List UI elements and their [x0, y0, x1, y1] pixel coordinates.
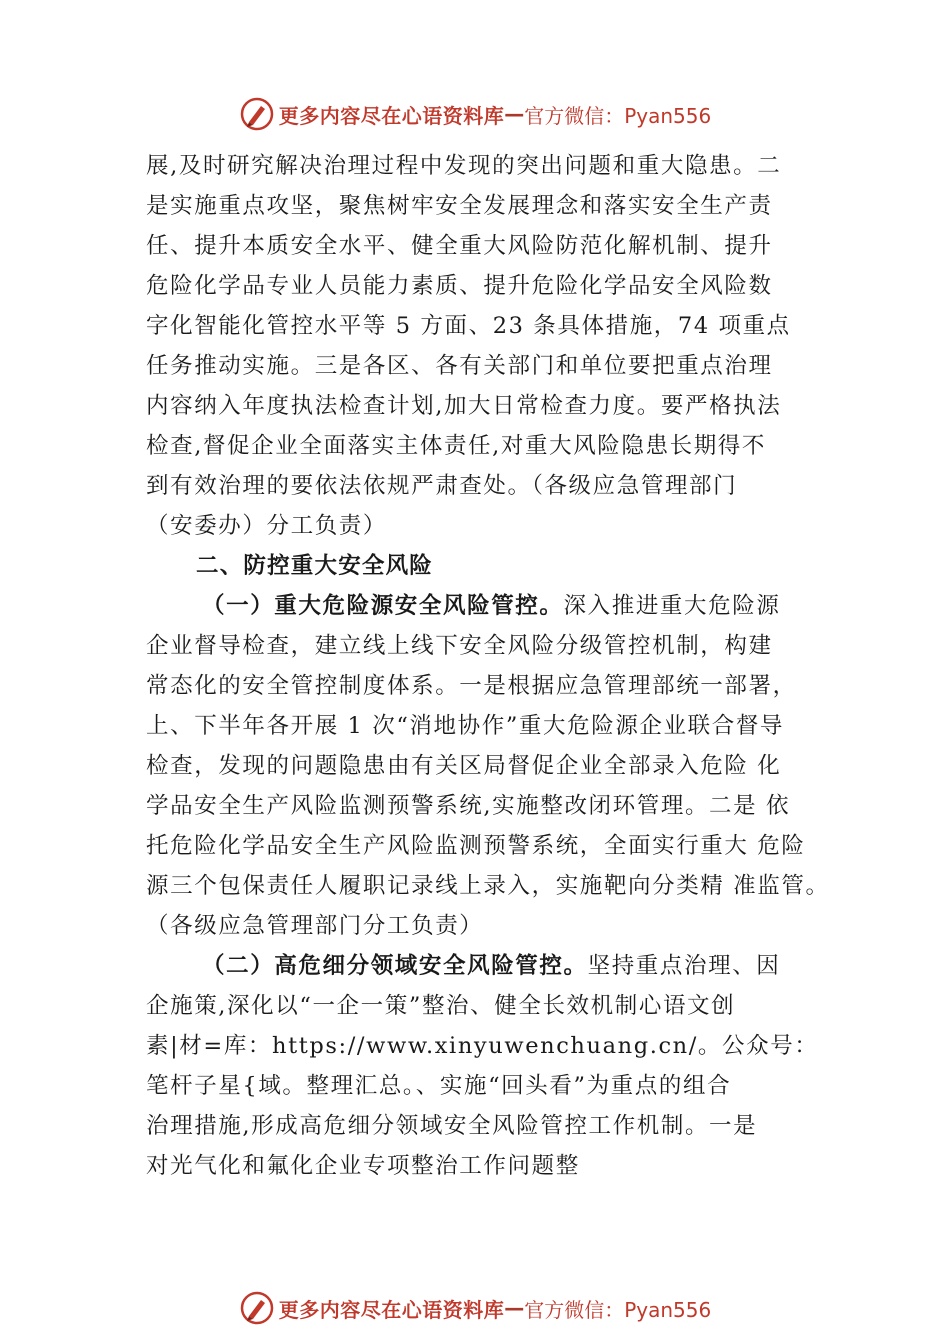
- footer-banner: [0, 1286, 950, 1330]
- text-line: 素|材=库：https://www.xinyuwenchuang.cn/。公众号：: [146, 1033, 819, 1059]
- text-run: 坚持重点治理、因: [587, 953, 781, 979]
- document-body: [146, 146, 836, 1186]
- paragraph-s1: [146, 586, 836, 946]
- header-banner: [0, 92, 950, 136]
- section-heading: 二、防控重大安全风险: [196, 553, 434, 579]
- text-run: 深入推进重大危险源: [563, 593, 781, 619]
- text-line: （安委办）分工负责）: [146, 513, 388, 539]
- pen-logo-icon: [239, 96, 275, 132]
- text-line: [146, 946, 836, 986]
- paragraph-s2: [146, 946, 836, 1186]
- text-line: 企业督导检查，建立线上线下安全风险分级管控机制，构建: [146, 633, 773, 659]
- text-line: 对光气化和氟化企业专项整治工作问题整: [146, 1153, 580, 1179]
- text-line: 检查，发现的问题隐患由有关区局督促企业全部录入危险 化: [146, 753, 782, 779]
- text-line: （各级应急管理部门分工负责）: [146, 913, 484, 939]
- text-line: 学品安全生产风险监测预警系统,实施整改闭环管理。二是 依: [146, 793, 791, 819]
- text-line: 是实施重点攻坚，聚焦树牢安全发展理念和落实安全生产责: [146, 193, 773, 219]
- text-line: 笔杆子星{域。整理汇总。、实施“回头看”为重点的组合: [146, 1073, 732, 1099]
- banner-title: 更多内容尽在心语资料库: [278, 1297, 505, 1322]
- text-line: 到有效治理的要依法依规严肃查处。（各级应急管理部门: [146, 473, 738, 499]
- banner-separator: —: [504, 102, 525, 126]
- subsection-title: （二）高危细分领域安全风险管控。: [202, 953, 588, 979]
- banner-separator: —: [504, 1296, 525, 1320]
- subsection-title: （一）重大危险源安全风险管控。: [202, 593, 564, 619]
- banner-wechat: 官方微信：Pyan556: [524, 1297, 712, 1322]
- text-line: 源三个包保责任人履职记录线上录入，实施靶向分类精 准监管。: [146, 873, 830, 899]
- text-line: [146, 586, 836, 626]
- banner-title: 更多内容尽在心语资料库: [278, 103, 505, 128]
- text-line: 字化智能化管控水平等 5 方面、23 条具体措施，74 项重点: [146, 313, 791, 339]
- text-line: 常态化的安全管控制度体系。一是根据应急管理部统一部署，: [146, 673, 797, 699]
- banner-wechat: 官方微信：Pyan556: [524, 103, 712, 128]
- text-line: 危险化学品专业人员能力素质、提升危险化学品安全风险数: [146, 273, 773, 299]
- text-line: 托危险化学品安全生产风险监测预警系统，全面实行重大 危险: [146, 833, 806, 859]
- text-line: 内容纳入年度执法检查计划,加大日常检查力度。要严格执法: [146, 393, 782, 419]
- text-line: 检查,督促企业全面落实主体责任,对重大风险隐患长期得不: [146, 433, 767, 459]
- text-line: 上、下半年各开展 1 次“消地协作”重大危险源企业联合督导: [146, 713, 785, 739]
- text-line: 任务推动实施。三是各区、各有关部门和单位要把重点治理: [146, 353, 773, 379]
- text-line: 任、提升本质安全水平、健全重大风险防范化解机制、提升: [146, 233, 773, 259]
- text-line: 企施策,深化以“一企一策”整治、健全长效机制心语文创: [146, 993, 736, 1019]
- text-line: 治理措施,形成高危细分领域安全风险管控工作机制。一是: [146, 1113, 758, 1139]
- text-line: 展,及时研究解决治理过程中发现的突出问题和重大隐患。二: [146, 153, 782, 179]
- paragraph-1: [146, 146, 836, 546]
- pen-logo-icon: [239, 1290, 275, 1326]
